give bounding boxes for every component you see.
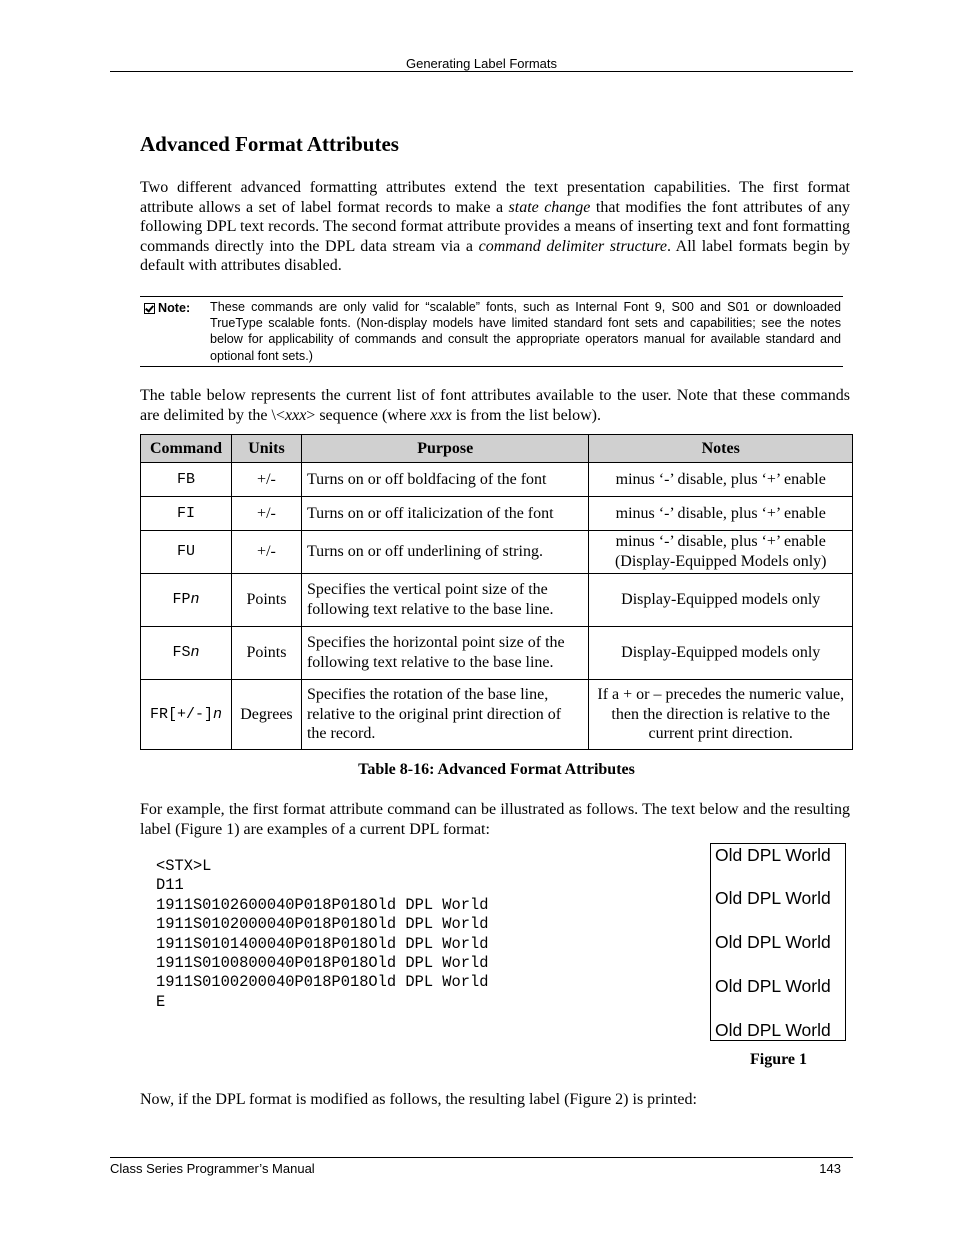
section-title: Advanced Format Attributes (140, 132, 399, 156)
units-cell: +/- (231, 531, 301, 574)
purpose-cell: Turns on or off boldfacing of the font (301, 463, 589, 497)
command-cell: FPn (141, 574, 232, 627)
running-header: Generating Label Formats (405, 56, 558, 71)
note-label: Note: (144, 300, 190, 316)
label-text-line: Old DPL World (715, 932, 831, 952)
note-box (140, 296, 843, 367)
units-cell: +/- (231, 463, 301, 497)
closing-paragraph: Now, if the DPL format is modified as follows, the resulting label (Figure 2) is printed: (140, 1091, 697, 1108)
figure-caption: Figure 1 (749, 1051, 808, 1068)
column-header: Purpose (301, 435, 589, 463)
table-row (141, 627, 853, 680)
emphasis-command-delimiter: command delimiter structure (478, 237, 667, 255)
command-cell: FB (141, 463, 232, 497)
notes-cell: minus ‘-’ disable, plus ‘+’ enable (Display-Equipped Models only) (589, 531, 853, 574)
purpose-cell: Turns on or off italicization of the font (301, 497, 589, 531)
notes-cell: Display-Equipped models only (589, 627, 853, 680)
notes-cell: Display-Equipped models only (589, 574, 853, 627)
purpose-cell: Specifies the vertical point size of the following text relative to the base line. (301, 574, 589, 627)
column-header: Command (141, 435, 232, 463)
footer-rule (110, 1157, 853, 1158)
table-intro-paragraph: The table below represents the current list of font attributes available to the user. Note that these commands are delimited by the \<xxx> sequence (where xxx is from the list below). (140, 387, 850, 424)
label-text-line: Old DPL World (715, 845, 831, 865)
command-cell: FSn (141, 627, 232, 680)
code-listing: <STX>L D11 1911S0102600040P018P018Old DPL World 1911S0102000040P018P018Old DPL World 1911S0101400040P018P018Old DPL World 1911S0100800040P018P018Old DPL World 1911S0100200040P018P018Old DPL World E (156, 857, 489, 1011)
command-cell: FR[+/-]n (141, 680, 232, 750)
purpose-cell: Turns on or off underlining of string. (301, 531, 589, 574)
table-header-row (141, 435, 853, 463)
intro-paragraph: Two different advanced formatting attributes extend the text presentation capabilities. The first format attribute allows a set of label format records to make a state change that modifies the font attributes of any following DPL text records. The second format attribute provides a means of inserting text and font formatting commands directly into the DPL data stream via a command delimiter structure. All label formats begin by default with attributes disabled. (140, 179, 851, 275)
header-rule (110, 71, 853, 72)
units-cell: Points (231, 574, 301, 627)
example-paragraph: For example, the first format attribute command can be illustrated as follows. The text below and the resulting label (Figure 1) are examples of a current DPL format: (140, 801, 850, 838)
table-row (141, 531, 853, 574)
note-text: These commands are only valid for “scalable” fonts, such as Internal Font 9, S00 and S01 or downloaded TrueType scalable fonts. (Non-display models have limited standard font sets and capabilities; see the notes below for applicability of commands and consult the appropriate operators manual for available standard and optional font sets.) (210, 300, 841, 363)
emphasis-state-change: state change (508, 198, 591, 216)
figure-1-label (710, 843, 846, 1041)
label-text-line: Old DPL World (715, 976, 831, 996)
command-cell: FU (141, 531, 232, 574)
notes-cell: minus ‘-’ disable, plus ‘+’ enable (589, 497, 853, 531)
units-cell: Degrees (231, 680, 301, 750)
checkbox-icon (144, 303, 155, 314)
page-number: 143 (819, 1161, 841, 1176)
table-row (141, 574, 853, 627)
label-text-line: Old DPL World (715, 1020, 831, 1040)
column-header: Units (231, 435, 301, 463)
table-row (141, 497, 853, 531)
table-caption: Table 8-16: Advanced Format Attributes (358, 761, 635, 778)
purpose-cell: Specifies the horizontal point size of the following text relative to the base line. (301, 627, 589, 680)
command-cell: FI (141, 497, 232, 531)
purpose-cell: Specifies the rotation of the base line, relative to the original print direction of the record. (301, 680, 589, 750)
label-text-line: Old DPL World (715, 888, 831, 908)
attributes-table (140, 434, 853, 750)
column-header: Notes (589, 435, 853, 463)
notes-cell: If a + or – precedes the numeric value, then the direction is relative to the current print direction. (589, 680, 853, 750)
units-cell: Points (231, 627, 301, 680)
units-cell: +/- (231, 497, 301, 531)
table-row (141, 463, 853, 497)
table-row (141, 680, 853, 750)
footer-manual-title: Class Series Programmer’s Manual (110, 1161, 315, 1176)
notes-cell: minus ‘-’ disable, plus ‘+’ enable (589, 463, 853, 497)
